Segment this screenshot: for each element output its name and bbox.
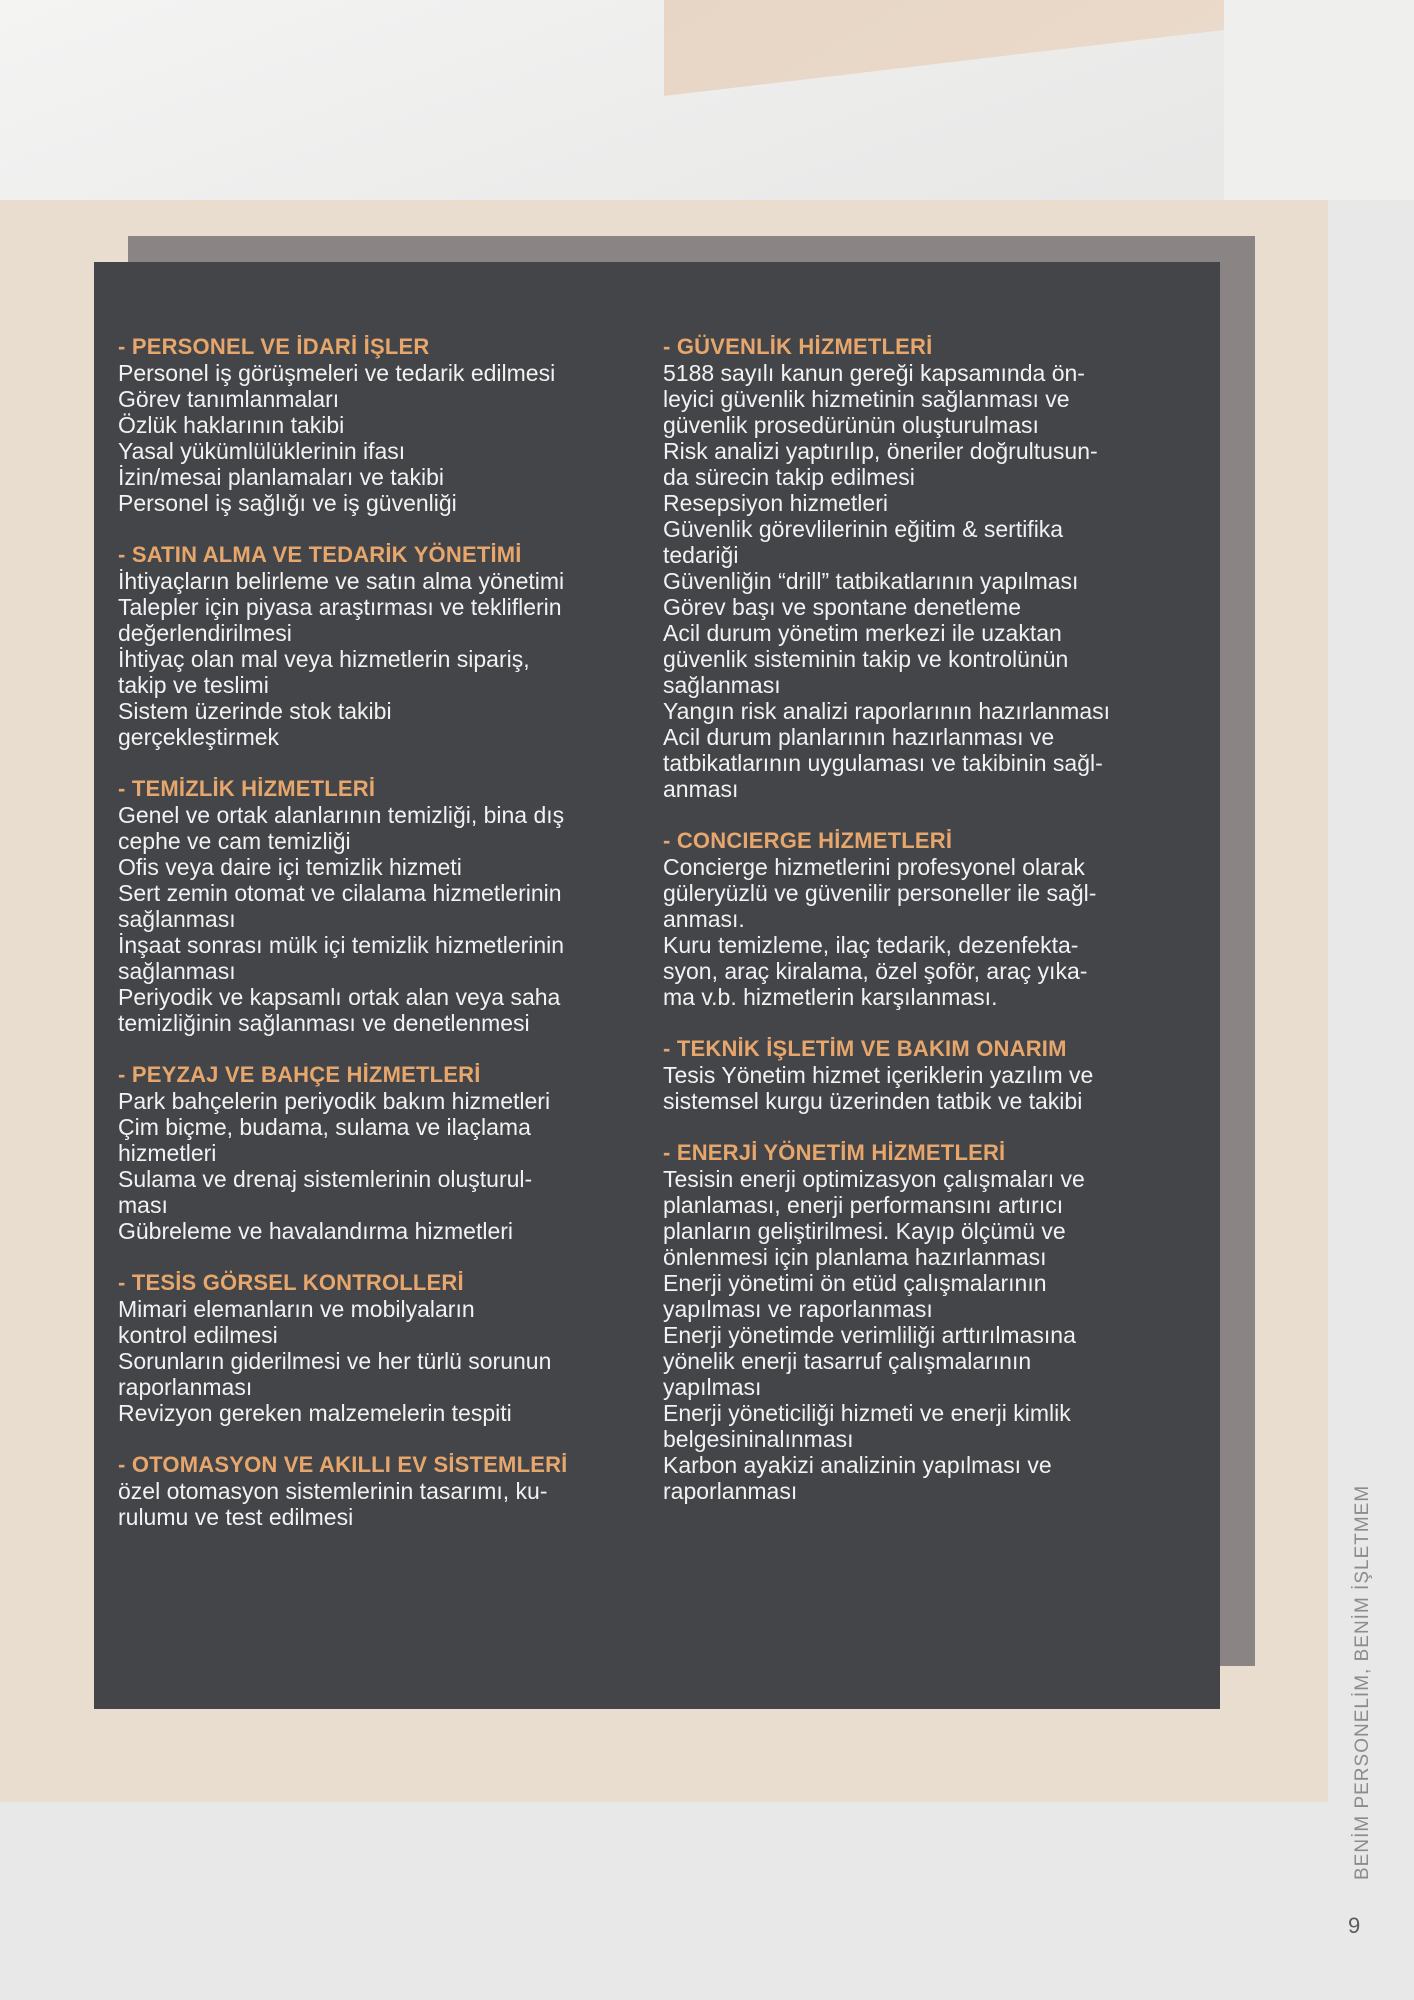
service-item: Kuru temizleme, ilaç tedarik, dezenfekta- syon, araç kiralama, özel şoför, araç yıka- ma v.b. hizmetlerin karşılanması. <box>663 932 1088 1010</box>
service-item: Resepsiyon hizmetleri <box>663 490 888 516</box>
section-heading: - PERSONEL VE İDARİ İŞLER <box>118 334 430 359</box>
service-item: Enerji yönetimi ön etüd çalışmalarının yapılması ve raporlanması <box>663 1270 1047 1322</box>
page-number: 9 <box>1348 1913 1361 1938</box>
section-heading: - PEYZAJ VE BAHÇE HİZMETLERİ <box>118 1062 481 1087</box>
service-section <box>663 828 1191 1010</box>
service-item: İhtiyaçların belirleme ve satın alma yönetimi <box>118 568 565 594</box>
section-heading: - ENERJİ YÖNETİM HİZMETLERİ <box>663 1140 1006 1165</box>
section-heading: - CONCIERGE HİZMETLERİ <box>663 828 953 853</box>
service-item: Risk analizi yaptırılıp, öneriler doğrultusun- da sürecin takip edilmesi <box>663 438 1098 490</box>
service-section <box>663 334 1191 802</box>
service-item: Personel iş sağlığı ve iş güvenliği <box>118 490 457 516</box>
section-heading: - TEMİZLİK HİZMETLERİ <box>118 776 376 801</box>
decorative-shape <box>664 0 1224 200</box>
service-item: Sistem üzerinde stok takibi gerçekleştirmek <box>118 698 392 750</box>
service-item: Özlük haklarının takibi <box>118 412 345 438</box>
section-heading: - GÜVENLİK HİZMETLERİ <box>663 334 933 359</box>
service-item: Concierge hizmetlerini profesyonel olarak güleryüzlü ve güvenilir personeller ile sağl- anması. <box>663 854 1097 932</box>
service-item: Gübreleme ve havalandırma hizmetleri <box>118 1218 514 1244</box>
service-item: Ofis veya daire içi temizlik hizmeti <box>118 854 462 880</box>
service-item: Acil durum yönetim merkezi ile uzaktan güvenlik sisteminin takip ve kontrolünün sağlanması <box>663 620 1069 698</box>
section-heading: - OTOMASYON VE AKILLI EV SİSTEMLERİ <box>118 1452 568 1477</box>
service-item: özel otomasyon sistemlerinin tasarımı, ku- rulumu ve test edilmesi <box>118 1478 548 1530</box>
section-heading: - TEKNİK İŞLETİM VE BAKIM ONARIM <box>663 1036 1067 1061</box>
header-decoration <box>0 0 1414 200</box>
service-section <box>118 1452 646 1530</box>
service-item: Tesisin enerji optimizasyon çalışmaları ve planlaması, enerji performansını artırıcı planların geliştirilmesi. Kayıp ölçümü ve önlenmesi için planlama hazırlanması <box>663 1166 1085 1270</box>
service-item: Revizyon gereken malzemelerin tespiti <box>118 1400 512 1426</box>
service-item: Genel ve ortak alanlarının temizliği, bina dış cephe ve cam temizliği <box>118 802 565 854</box>
service-item: Mimari elemanların ve mobilyaların kontrol edilmesi <box>118 1296 475 1348</box>
section-heading: - SATIN ALMA VE TEDARİK YÖNETİMİ <box>118 542 522 567</box>
service-item: Görev tanımlanmaları <box>118 386 340 412</box>
service-item: Periyodik ve kapsamlı ortak alan veya saha temizliğinin sağlanması ve denetlenmesi <box>118 984 561 1036</box>
service-item: Acil durum planlarının hazırlanması ve tatbikatlarının uygulaması ve takibinin sağl- anması <box>663 724 1103 802</box>
left-column <box>118 334 646 1556</box>
service-section <box>118 334 646 516</box>
right-column <box>663 334 1191 1530</box>
section-heading: - TESİS GÖRSEL KONTROLLERİ <box>118 1270 464 1295</box>
service-item: Güvenliğin “drill” tatbikatlarının yapılması <box>663 568 1079 594</box>
service-item: Karbon ayakizi analizinin yapılması ve raporlanması <box>663 1452 1052 1504</box>
service-item: İhtiyaç olan mal veya hizmetlerin sipariş, takip ve teslimi <box>118 646 530 698</box>
service-item: İnşaat sonrası mülk içi temizlik hizmetlerinin sağlanması <box>118 932 565 984</box>
service-item: Talepler için piyasa araştırması ve tekliflerin değerlendirilmesi <box>118 594 562 646</box>
service-item: Personel iş görüşmeleri ve tedarik edilmesi <box>118 360 556 386</box>
service-item: Görev başı ve spontane denetleme <box>663 594 1022 620</box>
service-item: İzin/mesai planlamaları ve takibi <box>118 464 444 490</box>
service-section <box>118 1270 646 1426</box>
service-item: 5188 sayılı kanun gereği kapsamında ön- leyici güvenlik hizmetinin sağlanması ve güvenlik prosedürünün oluşturulması <box>663 360 1085 438</box>
service-item: Sulama ve drenaj sistemlerinin oluşturul- ması <box>118 1166 533 1218</box>
decorative-shape <box>1224 0 1414 200</box>
service-section <box>118 1062 646 1244</box>
service-section <box>118 776 646 1036</box>
side-tagline: BENİM PERSONELİM, BENİM İŞLETMEM <box>1352 1484 1373 1880</box>
service-item: Yasal yükümlülüklerinin ifası <box>118 438 406 464</box>
service-item: Güvenlik görevlilerinin eğitim & sertifika tedariği <box>663 516 1064 568</box>
service-item: Park bahçelerin periyodik bakım hizmetleri <box>118 1088 551 1114</box>
service-item: Enerji yönetimde verimliliği arttırılmasına yönelik enerji tasarruf çalışmalarının yapılması <box>663 1322 1076 1400</box>
service-section <box>663 1036 1191 1114</box>
service-item: Tesis Yönetim hizmet içeriklerin yazılım ve sistemsel kurgu üzerinden tatbik ve takibi <box>663 1062 1094 1114</box>
service-item: Yangın risk analizi raporlarının hazırlanması <box>663 698 1111 724</box>
service-section <box>118 542 646 750</box>
service-item: Sert zemin otomat ve cilalama hizmetlerinin sağlanması <box>118 880 562 932</box>
service-item: Çim biçme, budama, sulama ve ilaçlama hizmetleri <box>118 1114 531 1166</box>
service-section <box>663 1140 1191 1504</box>
service-item: Sorunların giderilmesi ve her türlü sorunun raporlanması <box>118 1348 552 1400</box>
service-item: Enerji yöneticiliği hizmeti ve enerji kimlik belgesininalınması <box>663 1400 1071 1452</box>
